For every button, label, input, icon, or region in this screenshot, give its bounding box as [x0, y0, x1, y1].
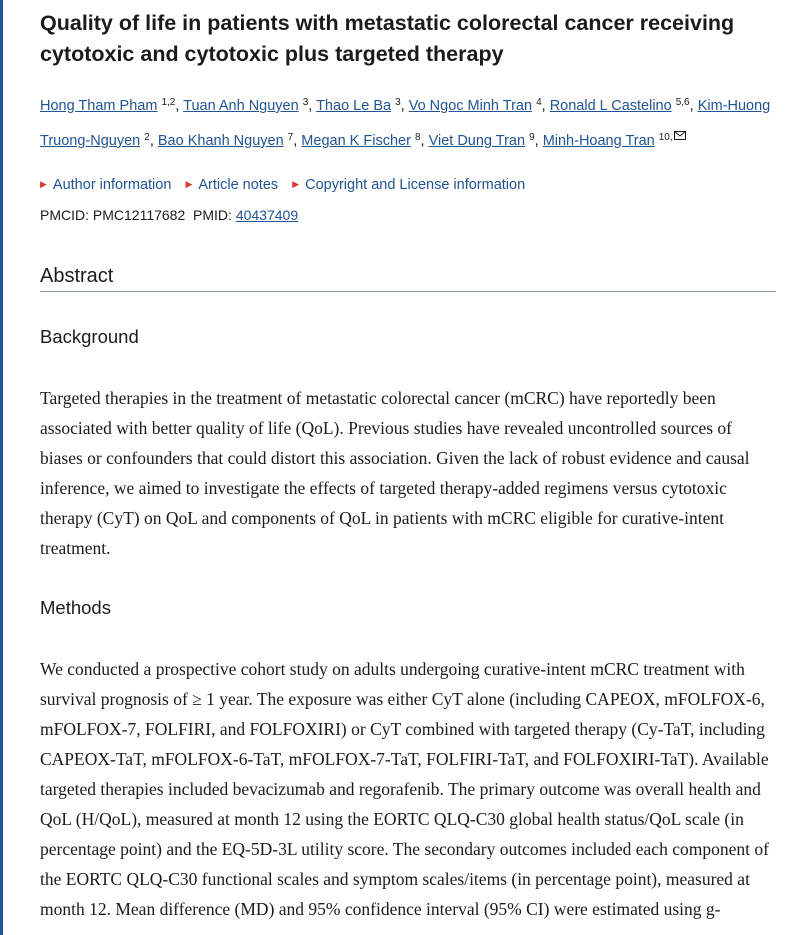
- author-item: [183, 98, 316, 114]
- toggle-label: Author information: [52, 177, 172, 193]
- pmcid-value: PMC12117682: [92, 207, 186, 223]
- author-item: [40, 98, 183, 114]
- author-affiliation-sup: 7: [287, 132, 294, 143]
- author-affiliation-sup: 1,2: [161, 97, 176, 108]
- author-affiliation-sup: 8: [414, 132, 421, 143]
- pmcid-label: PMCID:: [40, 207, 89, 223]
- pmid-link[interactable]: 40437409: [235, 207, 299, 223]
- author-link[interactable]: Viet Dung Tran: [428, 133, 526, 149]
- triangle-right-icon: ▶: [185, 179, 193, 189]
- author-item: [301, 133, 428, 149]
- toggle-label: Article notes: [198, 177, 279, 193]
- methods-heading: Methods: [40, 597, 111, 618]
- author-list: [40, 88, 776, 156]
- author-affiliation-sup: 9: [529, 132, 535, 143]
- article-page: [3, 0, 802, 924]
- article-identifiers: [40, 205, 776, 225]
- author-affiliation-sup: 3: [395, 97, 401, 108]
- author-link[interactable]: Thao Le Ba: [316, 98, 392, 114]
- author-affiliation-sup: 4: [536, 97, 542, 108]
- triangle-right-icon: ▶: [292, 179, 300, 189]
- article-notes-toggle[interactable]: [185, 177, 278, 193]
- author-separator: ,: [175, 98, 184, 114]
- author-separator: ,: [149, 133, 158, 149]
- article-title: Quality of life in patients with metastatic colorectal cancer receiving cytotoxic and cytotoxic plus targeted therapy: [40, 11, 735, 66]
- copyright-license-toggle[interactable]: [292, 177, 525, 193]
- author-affiliation-sup: 2: [144, 132, 150, 143]
- author-item: [550, 98, 698, 114]
- author-link[interactable]: Kim-Huong Truong-Nguyen: [40, 98, 771, 149]
- author-item: [543, 133, 686, 149]
- author-information-toggle[interactable]: [40, 177, 171, 193]
- author-affiliation-sup: 5,6: [675, 97, 690, 108]
- author-item: [158, 133, 301, 149]
- triangle-right-icon: ▶: [40, 179, 47, 189]
- author-item: [429, 133, 543, 149]
- abstract-heading: Abstract: [40, 263, 776, 292]
- author-link[interactable]: Vo Ngoc Minh Tran: [408, 98, 533, 114]
- author-separator: ,: [308, 98, 317, 114]
- author-separator: ,: [400, 98, 409, 114]
- author-link[interactable]: Minh-Hoang Tran: [542, 133, 655, 149]
- author-link[interactable]: Megan K Fischer: [301, 133, 411, 149]
- article-info-toggles: [40, 174, 776, 195]
- author-item: [409, 98, 550, 114]
- author-link[interactable]: Hong Tham Pham: [40, 98, 158, 114]
- author-affiliation-sup: 10,: [658, 132, 673, 143]
- methods-paragraph: We conducted a prospective cohort study on adults undergoing curative-intent mCRC treatment with survival prognosis of ≥ 1 year. The exposure was either CyT alone (including CAPEOX, mFOLFOX-6, mFOLFOX-7, FOLFIRI, and FOLFOXIRI) or CyT combined with targeted therapy (Cy-TaT, including CAPEOX-TaT, mFOLFOX-6-TaT, mFOLFOX-7-TaT, FOLFIRI-TaT, and FOLFOXIRI-TaT). Available targeted therapies included bevacizumab and regorafenib. The primary outcome was overall health and QoL (H/QoL), measured at month 12 using the EORTC QLQ-C30 global health status/QoL scale (in percentage point) and the EQ-5D-3L utility score. The secondary outcomes included each component of the EORTC QLQ-C30 functional scales and symptom scales/items (in percentage point), measured at month 12. Mean difference (MD) and 95% confidence interval (95% CI) were estimated using g-: [40, 659, 769, 919]
- author-affiliation-sup: 3: [302, 97, 309, 108]
- author-link[interactable]: Tuan Anh Nguyen: [183, 98, 299, 114]
- author-link[interactable]: Ronald L Castelino: [549, 98, 672, 114]
- author-separator: ,: [534, 133, 543, 149]
- author-separator: ,: [689, 98, 698, 114]
- background-paragraph: Targeted therapies in the treatment of metastatic colorectal cancer (mCRC) have reportedly been associated with better quality of life (QoL). Previous studies have revealed uncontrolled sources of biases or confounders that could distort this association. Given the lack of robust evidence and causal inference, we aimed to investigate the effects of targeted therapy-added regimens versus cytotoxic therapy (CyT) on QoL and components of QoL in patients with mCRC eligible for curative-intent treatment.: [40, 388, 750, 558]
- author-link[interactable]: Bao Khanh Nguyen: [157, 133, 284, 149]
- author-separator: ,: [420, 133, 429, 149]
- author-item: [316, 98, 409, 114]
- author-separator: ,: [541, 98, 550, 114]
- pmid-label: PMID:: [193, 207, 232, 223]
- envelope-icon[interactable]: [674, 121, 686, 151]
- toggle-label: Copyright and License information: [305, 177, 526, 193]
- background-heading: Background: [40, 326, 139, 347]
- author-separator: ,: [293, 133, 302, 149]
